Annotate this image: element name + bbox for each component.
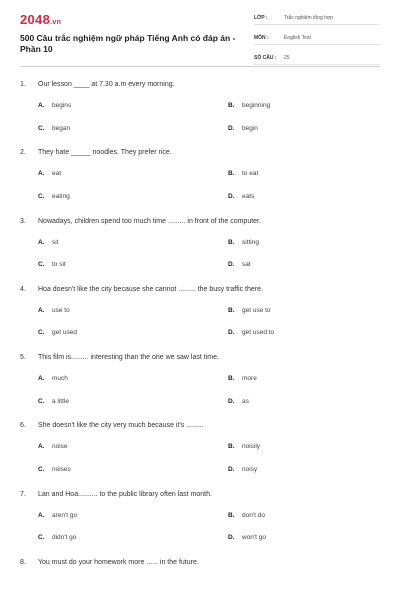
question-item — [20, 421, 380, 475]
meta-info — [254, 12, 380, 72]
option-text: beginning — [242, 102, 271, 109]
option-text: didn't go — [52, 534, 77, 542]
option-letter: C. — [38, 534, 45, 542]
question-number: 4. — [20, 285, 26, 293]
question-item — [20, 148, 380, 202]
logo-tld: .vn — [50, 19, 62, 26]
option-letter: C. — [38, 261, 45, 269]
option-text: noisily — [242, 443, 261, 451]
answer-option[interactable] — [20, 260, 210, 270]
answer-option[interactable] — [210, 238, 380, 248]
question-text: Our lesson ____ at 7.30 a.m every morning. — [38, 81, 175, 88]
question-text: They hate _____ noodles. They prefer rice. — [38, 149, 172, 157]
option-text: aren't go — [52, 511, 78, 519]
option-text: to eat — [242, 170, 259, 178]
question-number: 7. — [20, 490, 26, 498]
answer-option[interactable] — [20, 465, 210, 475]
meta-value: English Test — [284, 35, 311, 41]
meta-row-subject — [254, 32, 380, 45]
option-letter: D. — [228, 329, 235, 337]
question-item — [20, 285, 380, 339]
logo-text: 2048 — [20, 12, 51, 27]
option-text: don't do — [242, 511, 265, 519]
answer-option[interactable] — [210, 511, 380, 521]
option-letter: A. — [38, 375, 45, 383]
option-letter: B. — [228, 511, 235, 519]
option-text: get used — [52, 329, 77, 337]
answer-option[interactable] — [20, 101, 210, 111]
option-text: begins — [52, 102, 72, 109]
answer-options — [20, 442, 380, 475]
question-number: 2. — [20, 149, 26, 157]
option-letter: A. — [38, 443, 45, 451]
meta-label: SỐ CÂU : — [254, 55, 277, 61]
question-text-row — [20, 353, 380, 363]
option-letter: C. — [38, 465, 45, 473]
option-letter: D. — [228, 397, 235, 405]
option-text: eats — [242, 192, 255, 200]
answer-options — [20, 101, 380, 134]
question-text: She doesn't like the city very much because it's ......... — [38, 422, 204, 430]
header — [0, 0, 400, 66]
question-text: Nowadays, children spend too much time ......... in front of the computer. — [38, 217, 261, 225]
answer-option[interactable] — [210, 328, 380, 338]
option-letter: D. — [228, 261, 235, 269]
option-text: sit — [52, 238, 59, 246]
option-text: to sit — [52, 261, 66, 269]
answer-option[interactable] — [210, 465, 380, 475]
option-letter: A. — [38, 102, 45, 109]
question-item — [20, 80, 380, 134]
option-text: a little — [52, 397, 69, 405]
question-number: 1. — [20, 81, 26, 88]
answer-option[interactable] — [210, 533, 380, 543]
option-letter: B. — [228, 102, 235, 109]
meta-row-count — [254, 52, 380, 65]
site-logo[interactable] — [20, 12, 61, 27]
answer-option[interactable] — [210, 169, 380, 179]
question-text-row — [20, 558, 380, 568]
option-letter: C. — [38, 329, 45, 337]
answer-option[interactable] — [20, 511, 210, 521]
meta-label: LỚP : — [254, 15, 268, 21]
option-text: began — [52, 124, 71, 132]
meta-value: 25 — [284, 55, 290, 61]
answer-options — [20, 169, 380, 202]
question-text: Hoa doesn't like the city because she cannot ......... the busy traffic there. — [38, 285, 263, 293]
answer-option[interactable] — [20, 374, 210, 384]
answer-option[interactable] — [20, 238, 210, 248]
question-text: This film is......... interesting than the one we saw last time. — [38, 354, 219, 362]
question-number: 5. — [20, 354, 26, 362]
answer-option[interactable] — [20, 328, 210, 338]
option-text: eat — [52, 170, 62, 178]
question-text: Lan and Hoa.......... to the public library often last month. — [38, 490, 212, 498]
answer-option[interactable] — [210, 192, 380, 202]
meta-value: Trắc nghiệm tổng hợp — [284, 15, 333, 21]
option-letter: B. — [228, 238, 235, 246]
option-text: noisy — [242, 465, 258, 473]
option-text: sat — [242, 261, 251, 269]
option-letter: A. — [38, 170, 45, 178]
answer-option[interactable] — [20, 192, 210, 202]
answer-options — [20, 511, 380, 544]
answer-option[interactable] — [20, 124, 210, 134]
answer-options — [20, 238, 380, 271]
question-list — [20, 80, 380, 583]
option-letter: A. — [38, 306, 45, 314]
option-letter: A. — [38, 511, 45, 519]
question-item — [20, 353, 380, 407]
answer-option[interactable] — [210, 124, 380, 134]
question-text-row — [20, 490, 380, 500]
option-letter: C. — [38, 397, 45, 405]
option-letter: D. — [228, 534, 235, 542]
meta-label: MÔN : — [254, 35, 269, 41]
option-text: use to — [52, 306, 70, 314]
answer-option[interactable] — [20, 442, 210, 452]
question-text-row — [20, 148, 380, 158]
option-letter: A. — [38, 238, 45, 246]
question-item — [20, 217, 380, 271]
option-text: much — [52, 375, 68, 383]
question-item — [20, 558, 380, 568]
option-text: sitting — [242, 238, 259, 246]
answer-option[interactable] — [210, 442, 380, 452]
option-letter: C. — [38, 192, 45, 200]
answer-option[interactable] — [20, 169, 210, 179]
option-text: won't go — [242, 534, 267, 542]
answer-option[interactable] — [210, 260, 380, 270]
option-letter: B. — [228, 306, 235, 314]
answer-option[interactable] — [210, 101, 380, 111]
answer-option[interactable] — [20, 533, 210, 543]
question-item — [20, 490, 380, 544]
question-text-row — [20, 421, 380, 431]
answer-option[interactable] — [210, 306, 380, 316]
question-number: 3. — [20, 217, 26, 225]
option-text: more — [242, 375, 257, 383]
option-text: noises — [52, 465, 71, 473]
option-text: noise — [52, 443, 68, 451]
answer-options — [20, 306, 380, 339]
question-text-row — [20, 285, 380, 295]
answer-option[interactable] — [210, 397, 380, 407]
option-letter: B. — [228, 375, 235, 383]
question-text-row — [20, 217, 380, 227]
answer-option[interactable] — [20, 397, 210, 407]
page-title: 500 Câu trắc nghiệm ngữ pháp Tiếng Anh có đáp án - Phần 10 — [20, 33, 236, 54]
header-divider — [20, 66, 380, 67]
option-text: as — [242, 397, 249, 405]
option-letter: B. — [228, 170, 235, 178]
option-text: get used to — [242, 329, 275, 337]
option-letter: B. — [228, 443, 235, 451]
question-number: 8. — [20, 559, 26, 567]
option-letter: D. — [228, 124, 235, 132]
option-text: begin — [242, 124, 258, 132]
option-letter: C. — [38, 124, 45, 132]
answer-option[interactable] — [210, 374, 380, 384]
question-text: You must do your homework more ...... in the future. — [38, 559, 199, 567]
question-text-row — [20, 80, 380, 90]
option-text: eating — [52, 192, 70, 200]
answer-options — [20, 374, 380, 407]
meta-row-class — [254, 12, 380, 25]
question-number: 6. — [20, 422, 26, 430]
option-letter: D. — [228, 465, 235, 473]
option-text: get use to — [242, 306, 271, 314]
option-letter: D. — [228, 192, 235, 200]
answer-option[interactable] — [20, 306, 210, 316]
